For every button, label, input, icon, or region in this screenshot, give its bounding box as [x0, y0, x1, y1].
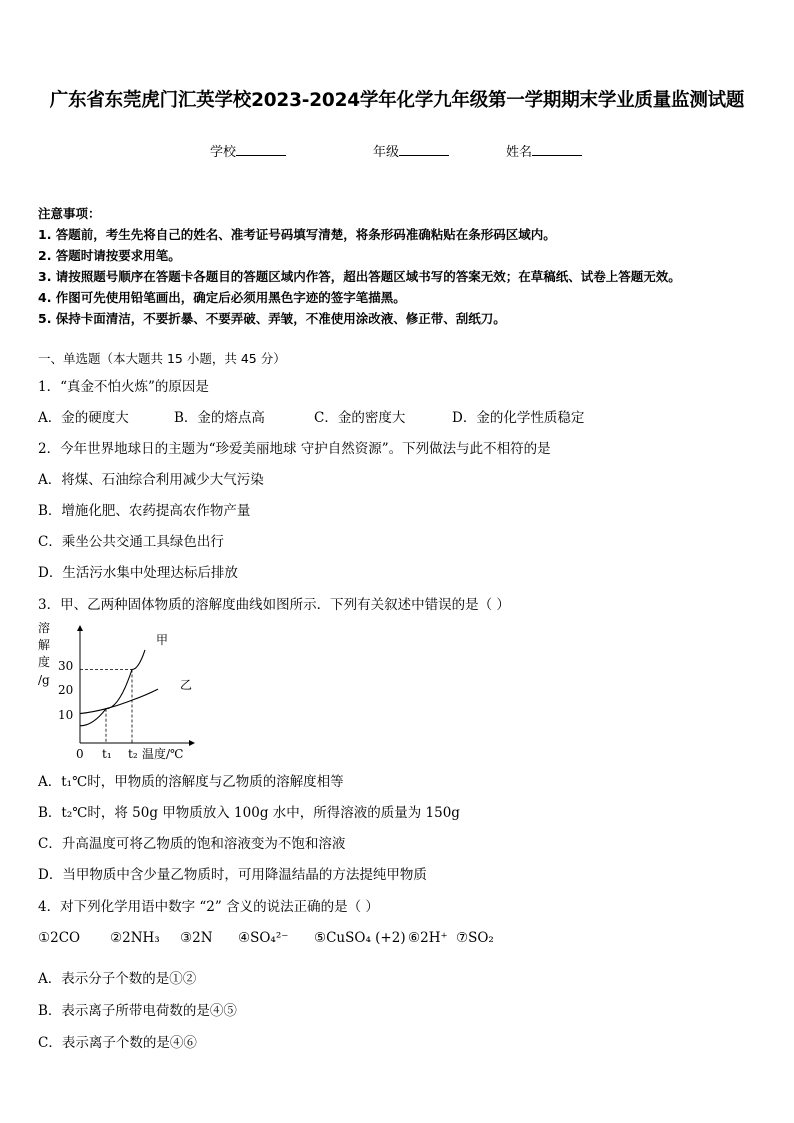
x-tick-label: t₂	[128, 747, 138, 761]
q3-option-a[interactable]: A．t₁℃时，甲物质的溶解度与乙物质的溶解度相等	[38, 774, 344, 790]
y-label-char: 解	[38, 638, 51, 652]
q3-option-c[interactable]: C．升高温度可将乙物质的饱和溶液变为不饱和溶液	[38, 836, 346, 852]
name-field[interactable]: 姓名	[506, 141, 582, 160]
formula-5: ⑤CuSO₄ (+2)	[314, 930, 406, 946]
curve-yi	[80, 689, 158, 714]
notice-heading: 注意事项：	[38, 206, 101, 221]
q3-option-b[interactable]: B．t₂℃时，将 50g 甲物质放入 100g 水中，所得溶液的质量为 150g	[38, 805, 460, 821]
y-tick-label: 30	[58, 659, 74, 673]
q2-option-d[interactable]: D．生活污水集中处理达标后排放	[38, 565, 238, 581]
notice-item: 1. 答题前，考生先将自己的姓名、准考证号码填写清楚，将条形码准确粘贴在条形码区域内。	[38, 227, 556, 242]
series-label-yi: 乙	[180, 678, 193, 692]
q4-option-b[interactable]: B．表示离子所带电荷数的是④⑤	[38, 1003, 237, 1019]
q2-stem: 2．今年世界地球日的主题为“珍爱美丽地球 守护自然资源”。下列做法与此不相符的是	[38, 441, 551, 457]
y-tick-label: 10	[58, 708, 74, 722]
curve-jia	[80, 650, 145, 726]
x-axis-label: 温度/℃	[142, 747, 184, 761]
q1-option-c[interactable]: C．金的密度大	[314, 410, 406, 426]
notice-item: 2. 答题时请按要求用笔。	[38, 248, 181, 263]
exam-title: 广东省东莞虎门汇英学校2023-2024学年化学九年级第一学期期末学业质量监测试题	[49, 90, 745, 111]
q1-option-a[interactable]: A．金的硬度大	[38, 410, 129, 426]
formula-3: ③2N	[180, 930, 213, 946]
x-tick-label: t₁	[102, 747, 112, 761]
q1-option-d[interactable]: D．金的化学性质稳定	[452, 410, 585, 426]
notice-item: 3. 请按照题号顺序在答题卡各题目的答题区域内作答，超出答题区域书写的答案无效；在草稿纸、试卷上答题无效。	[38, 269, 681, 284]
grade-field[interactable]: 年级	[373, 141, 449, 160]
q4-option-a[interactable]: A．表示分子个数的是①②	[38, 971, 197, 987]
y-label-char: /g	[38, 673, 50, 687]
y-label-char: 度	[38, 655, 51, 669]
q2-option-b[interactable]: B．增施化肥、农药提高农作物产量	[38, 503, 251, 519]
series-label-jia: 甲	[156, 633, 169, 647]
section-heading: 一、单选题（本大题共 15 小题，共 45 分）	[38, 351, 286, 366]
q3-stem: 3．甲、乙两种固体物质的溶解度曲线如图所示．下列有关叙述中错误的是（ ）	[38, 597, 510, 613]
formula-2: ②2NH₃	[110, 930, 160, 946]
formula-6: ⑥2H⁺	[408, 930, 448, 946]
formula-7: ⑦SO₂	[456, 930, 494, 946]
notice-item: 4. 作图可先使用铅笔画出，确定后必须用黑色字迹的签字笔描黑。	[38, 290, 406, 305]
q4-option-c[interactable]: C．表示离子个数的是④⑥	[38, 1035, 197, 1051]
q3-option-d[interactable]: D．当甲物质中含少量乙物质时，可用降温结晶的方法提纯甲物质	[38, 867, 427, 883]
school-field[interactable]: 学校	[210, 141, 286, 160]
q2-option-c[interactable]: C．乘坐公共交通工具绿色出行	[38, 534, 224, 550]
q1-option-b[interactable]: B．金的熔点高	[174, 410, 265, 426]
y-label-char: 溶	[38, 621, 51, 635]
q4-stem: 4．对下列化学用语中数字 “2” 含义的说法正确的是（ ）	[38, 899, 379, 915]
q2-option-a[interactable]: A．将煤、石油综合利用减少大气污染	[38, 472, 264, 488]
solubility-chart	[36, 618, 206, 763]
notice-item: 5. 保持卡面清洁，不要折暴、不要弄破、弄皱，不准使用涂改液、修正带、刮纸刀。	[38, 311, 506, 326]
y-tick-label: 20	[58, 683, 74, 697]
formula-4: ④SO₄²⁻	[238, 930, 289, 946]
x-tick-label: 0	[76, 747, 84, 761]
formula-1: ①2CO	[38, 930, 81, 946]
q1-stem: 1．“真金不怕火炼”的原因是	[38, 379, 209, 395]
